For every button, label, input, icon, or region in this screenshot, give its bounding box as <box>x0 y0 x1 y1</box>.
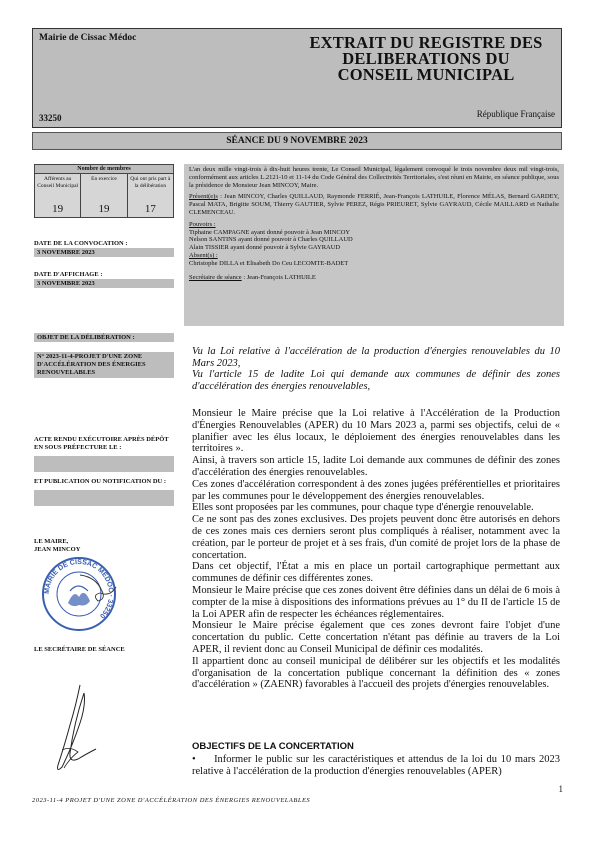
secretaire-block <box>34 646 174 654</box>
page-number: 1 <box>558 784 563 794</box>
members-heading: Nombre de membres <box>35 165 173 174</box>
signature-icon <box>50 680 100 790</box>
affichage-block <box>34 271 174 288</box>
deliberation-text <box>192 346 560 691</box>
convocation-date: 3 NOVEMBRE 2023 <box>34 248 174 257</box>
seance-date: SÉANCE DU 9 NOVEMBRE 2023 <box>32 132 562 150</box>
affichage-label: DATE D'AFFICHAGE : <box>34 271 103 278</box>
pouvoirs-paragraph <box>189 221 559 268</box>
vu-paragraph-1: Vu la Loi relative à l'accélération de la production d'énergies renouvelables du 10 Mars 2023, <box>192 346 560 369</box>
members-col-label: Afférents au Conseil Municipal <box>37 176 79 189</box>
title-line-2: DELIBERATIONS DU <box>342 49 510 68</box>
republique-label: République Française <box>476 109 555 119</box>
secretaire-paragraph <box>189 274 559 282</box>
title-line-1: EXTRAIT DU REGISTRE DES <box>309 33 543 52</box>
secretaire-label: LE SECRÉTAIRE DE SÉANCE <box>34 646 125 653</box>
members-col-label: Qui ont pris part à la délibération <box>130 176 171 189</box>
left-column <box>34 164 174 218</box>
pouvoirs-label: Pouvoirs : <box>189 220 216 228</box>
members-col-afferents <box>35 174 81 217</box>
secretaire-seance-name: : Jean-François LATHUILE <box>243 273 316 281</box>
paragraph: Il appartient donc au conseil municipal de délibérer sur les objectifs et les modalités d'organisation de la concertation publique concernant la définition des « zones d'accélération » (ZAENR) favorables à l'accueil des projets d'énergies renouvelables. <box>192 655 560 691</box>
pouvoir-item: Alain TISSIER ayant donné pouvoir à Sylvie GAYRAUD <box>189 244 341 252</box>
objet-block <box>34 333 174 378</box>
document-title <box>295 35 557 83</box>
acte-label: ACTE RENDU EXÉCUTOIRE APRÈS DÉPÔT EN SOUS PRÉFECTURE LE : <box>34 436 169 451</box>
acte-block <box>34 436 174 472</box>
members-col-label: En exercice <box>91 176 117 182</box>
members-col-votants <box>128 174 173 217</box>
publication-block <box>34 478 174 506</box>
members-table <box>34 164 174 218</box>
maire-name: JEAN MINCOY <box>34 546 81 553</box>
publication-date-field <box>34 490 174 506</box>
seance-details <box>184 164 564 326</box>
paragraph: Ainsi, à travers son article 15, ladite Loi demande aux communes de définir des zones d'accélération des énergies renouvelables. <box>192 455 560 478</box>
seance-intro: L'an deux mille vingt-trois à dix-huit heures trente, Le Conseil Municipal, légalement convoqué le trois novembre deux mil vingt-trois, conformément aux articles L.2121-10 et 11-14 du Code Général des Collectivités Territoriales, s'est réuni en Mairie, en séance publique, sous la présidence de Monsieur Jean MINCOY, Maire. <box>189 166 559 189</box>
title-line-3: CONSEIL MUNICIPAL <box>337 65 515 84</box>
paragraph: Monsieur le Maire précise que la Loi relative à l'Accélération de la Production d'Énergies Renouvelables (APER) du 10 Mars 2023 a, parmi ses objectifs, celui de « planifier avec les élus locaux, le déploiement des énergies renouvelables dans les territoires ». <box>192 408 560 455</box>
paragraph: Ces zones d'accélération correspondent à des zones jugées préférentielles et prioritaires par les communes pour le développement des énergies renouvelables. <box>192 478 560 502</box>
members-col-exercice <box>81 174 127 217</box>
paragraph: Monsieur le Maire précise également que ces zones devront faire l'objet d'une concertation du public. Cette concertation n'étant pas définie au travers de la Loi APER, il revient donc au Conseil Municipal de définir ces modalités. <box>192 620 560 655</box>
convocation-label: DATE DE LA CONVOCATION : <box>34 240 128 247</box>
pouvoir-item: Tiphaine CAMPAGNE ayant donné pouvoir à Jean MINCOY <box>189 228 351 236</box>
mairie-name: Mairie de Cissac Médoc <box>39 33 137 43</box>
footer-reference: 2023-11-4 PROJET D'UNE ZONE D'ACCÉLÉRATION DES ÉNERGIES RENOUVELABLES <box>32 797 311 804</box>
absents-list: Christophe DILLA et Elisabeth Do Ceu LECOMTE-BADET <box>189 259 349 267</box>
objet-value: N° 2023-11-4-PROJET D'UNE ZONE D'ACCÉLÉRATION DES ÉNERGIES RENOUVELABLES <box>34 352 174 378</box>
members-col-value: 19 <box>52 203 64 215</box>
paragraph: Dans cet objectif, l'État a mis en place un portail cartographique permettant aux communes de définir ces différentes zones. <box>192 561 560 585</box>
pouvoir-item: Nelson SANTINS ayant donné pouvoir à Charles QUILLAUD <box>189 236 353 244</box>
document-header <box>32 28 562 128</box>
maire-label: LE MAIRE, <box>34 538 69 545</box>
presents-paragraph <box>189 193 559 216</box>
maire-block <box>34 538 174 554</box>
secretaire-seance-label: Secrétaire de séance <box>189 273 242 281</box>
members-col-value: 19 <box>98 203 110 215</box>
paragraph: Ce ne sont pas des zones exclusives. Des projets peuvent donc être autorisés en dehors de ces zones mais ces derniers seront plus compliqués à réaliser, notamment avec la création, par le porteur de projet et à ses frais, d'un comité de projet lors de la phase de concertation. <box>192 514 560 561</box>
objectif-bullet <box>192 754 560 778</box>
paragraph: Monsieur le Maire précise que ces zones doivent être définies dans un délai de 6 mois à compter de la mise à dispositions des informations prévues au 1° du II de l'article 15 de la Loi APER afin de respecter les échéances réglementaires. <box>192 584 560 620</box>
convocation-block <box>34 240 174 257</box>
affichage-date: 3 NOVEMBRE 2023 <box>34 279 174 288</box>
bullet-icon: • <box>192 754 215 765</box>
objectifs-title: OBJECTIFS DE LA CONCERTATION <box>192 741 354 752</box>
publication-label: ET PUBLICATION OU NOTIFICATION DU : <box>34 478 167 485</box>
postal-code: 33250 <box>39 113 62 123</box>
acte-date-field <box>34 456 174 472</box>
presents-label: Présent(e)s <box>189 193 218 201</box>
members-col-value: 17 <box>144 203 156 215</box>
absents-label: Absent(s) : <box>189 251 218 259</box>
svg-text:MAIRIE DE CISSAC MÉDOC · 33250: MAIRIE DE CISSAC MÉDOC · 33250 <box>43 558 115 620</box>
paragraph: Elles sont proposées par les communes, pour chaque type d'énergie renouvelable. <box>192 502 534 514</box>
presents-list: : Jean MINCOY, Charles QUILLAUD, Raymonde FERRIÉ, Jean-François LATHUILE, Florence MÉLAS, Bernard GARDEY, Pascal MATA, Brigitte SOUM, Thierry GAUTIER, Sylvie PEREZ, Régis PRIEURET, Sylvie GAYRAUD, Cécile MAILLARD et Nathalie CLEMENCEAU. <box>189 193 559 216</box>
vu-paragraph-2: Vu l'article 15 de ladite Loi qui demande aux communes de définir des zones d'accélération des énergies renouvelables, <box>192 369 560 392</box>
objet-label: OBJET DE LA DÉLIBÉRATION : <box>34 333 174 342</box>
objectif-bullet-text: Informer le public sur les caractéristiques et attendus de la loi du 10 mars 2023 relative à l'accélération de la production d'énergies renouvelables (APER) <box>192 754 560 777</box>
mairie-stamp-icon <box>40 555 118 633</box>
